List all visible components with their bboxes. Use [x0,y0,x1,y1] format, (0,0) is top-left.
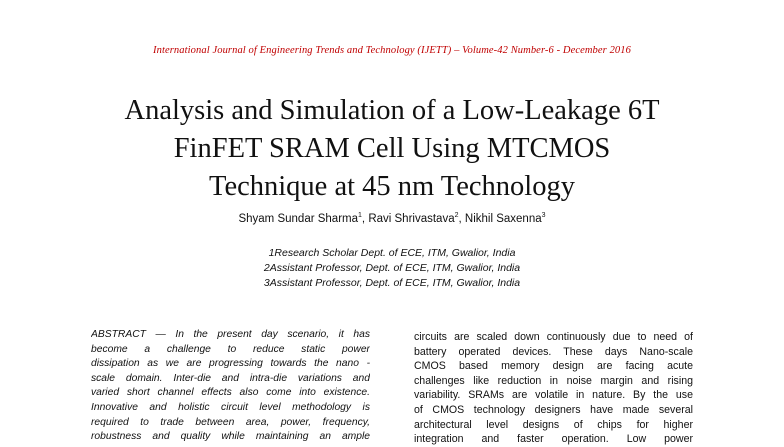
author-affiliation-mark: 1 [358,212,362,220]
author-affiliation-mark: 3 [541,212,546,220]
body-line: integration and faster operation. Low power [414,433,693,446]
author-separator: , [361,213,369,225]
abstract-dash: — [155,329,166,340]
body-column-right [414,330,693,447]
abstract-line: required to trade between area, power, frequency, [91,416,370,428]
body-line: of CMOS technology designers have made several [414,403,693,416]
author-name: Ravi Shrivastava [368,213,455,225]
affiliation-list [0,246,784,291]
abstract-line: varied short channel effects also come into existence. [91,387,370,399]
affiliation-line: 3Assistant Professor, Dept. of ECE, ITM, Gwalior, India [263,277,521,289]
abstract-text: In the present day scenario, it has [175,329,370,340]
affiliation-line: 1Research Scholar Dept. of ECE, ITM, Gwalior, India [268,247,516,259]
author-separator: , [458,213,465,225]
body-line: battery operated devices. These days Nano-scale [414,345,693,358]
author-affiliation-mark: 2 [454,212,459,220]
author-list [0,213,784,225]
title-line: Technique at 45 nm Technology [209,171,575,202]
paper-title [60,92,724,206]
abstract-label: ABSTRACT [91,329,146,340]
abstract-line: become a challenge to reduce static power [91,343,370,355]
title-line: FinFET SRAM Cell Using MTCMOS [173,133,611,164]
body-line: architectural level designs of chips for higher [414,418,693,431]
author-name: Shyam Sundar Sharma [238,213,359,225]
body-line: variability. SRAMs are volatile in nature. By the use [414,389,693,402]
body-line: circuits are scaled down continuously due to need of [414,331,693,343]
journal-header: International Journal of Engineering Trends and Technology (IJETT) – Volume-42 Number-6 - December 2016 [153,45,631,56]
body-line: challenges like reduction in noise margin and rising [414,374,693,387]
affiliation-line: 2Assistant Professor, Dept. of ECE, ITM, Gwalior, India [263,262,521,274]
title-line: Analysis and Simulation of a Low-Leakage 6T [124,95,660,126]
author-name: Nikhil Saxenna [464,213,542,225]
abstract-line: scale domain. Inter-die and intra-die variations and [91,372,370,384]
body-line: CMOS based memory design are facing acute [414,360,693,373]
abstract-line: dissipation as we are progressing towards the nano - [91,358,370,370]
abstract-line: Innovative and holistic circuit level methodology is [91,401,370,413]
abstract-line [91,328,370,343]
abstract-column [91,328,370,445]
abstract-line: robustness and quality while maintaining an ample [91,431,370,443]
